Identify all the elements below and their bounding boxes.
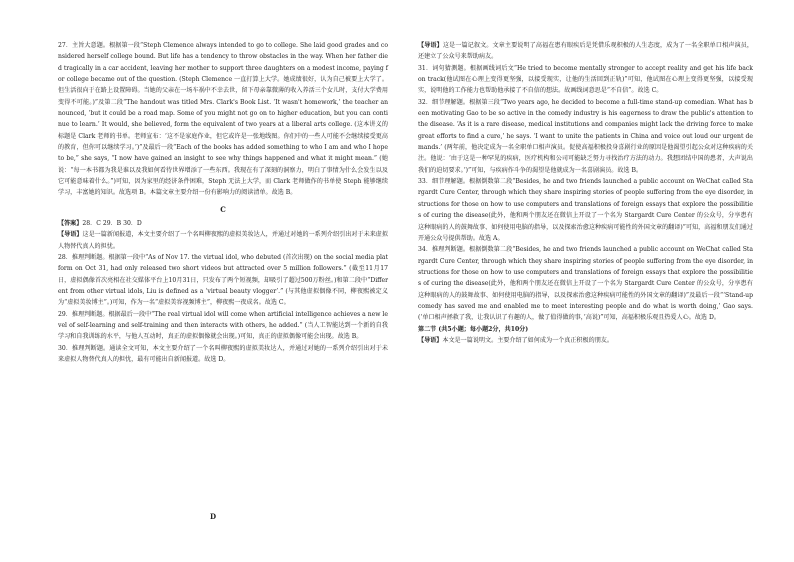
left-p30: 30．推理判断题。通读全文可知，本文主要介绍了一个名叫柳夜熙的虚拟美妆达人，并通过对她的一系列介绍引出对于未来虚拟人物替代真人的担忧，最有可能出自新闻报道。故选 D。 [58,344,388,363]
guide-label: 【导语】 [58,231,83,239]
guide-text: 这是一篇新闻报道，本文主要介绍了一个名叫柳夜熙的虚拟美妆达人，并通过对她的一系列介绍引出对于未来虚拟人物替代真人的担忧。 [58,231,389,250]
right-p33: 33．细节理解题。根据倒数第二段“Besides, he and two friends launched a public account on WeChat called Stargardt Cure Center, through which they share inspiring stories of people suffering from the eye disorder, instructions for those on how to use computers and translations of foreign essays that explore the possibilities of curing the disease(此外，他和两个朋友还在微信上开设了一个名为 Stargardt Cure Center 的公众号，分享患有这种眼病的人的鼓舞故事、如何使用电脑的指导，以及探索治愈这种疾病可能性的外国文章的翻译)”可知，高福和朋友们通过开通公众号提供帮助。故选 A。 [418,178,753,242]
left-p1: 27．主旨大意题。根据第一段“Steph Clemence always intended to go to college. She laid good grades and considered herself college bound. But life has a tendency to throw obstacles in the way. When her father died tragically in a car accident, leaving her mother to support three daughters on a modest income, paying for college became out of the question. (Steph Clemence 一直打算上大学。她成绩很好，认为自己被要上大学了。但生活很向于在路上设置障碍。当她的父亲在一场车祸中不幸去世，留下母亲靠微薄的收入养活三个女儿时，支付大学费用变得不可能。)”及第二段“The handout was titled Mrs. Clark's Book List. ‘It wasn't homework,’ the teacher announced, ‘but it could be a road map. Some of you might not go on to higher education, but you can continue to learn.’ It would, she believed, form the equivalent of two years at a liberal arts college. (这本讲义的标题是 Clark 老师的书单。老师宣布：‘这不是家庭作业，但它或许是一张地线图。你们中的一些人可能不会继续接受更高的教育，但你可以继续学习。’)”及最后一段“Each of the books has added something to who I am and who I hope to be,” she says, “I now have gained an insight to see why things happened and what it might mean.” (她说：“每一本书都为我是谁以及我如何看待世界增添了一些东西。我现在有了深刻的洞察力，明白了事情为什么会发生以及它可能意味着什么。”)可知，因为家里的经济条件困难，Steph 无法上大学，而 Clark 老师做作的书单使 Steph 能够继续学习，丰富她的知识。故选项 B。本篇文章主要介绍一份有影响力的阅读清单。故选 B。 [58,42,388,197]
right-p34: 34．推理判断题。根据倒数第二段“Besides, he and two friends launched a public account on WeChat called Stargardt Cure Center, through which they share inspiring stories of people suffering from the eye disorder, instructions for those on how to use computers and translations of foreign essays that explore the possibilities of curing the disease(此外，他和两个朋友还在微信上开设了一个名为 Stargardt Cure Center 的公众号，分享患有这种眼病的人的鼓舞故事、如何使用电脑的指导，以及探索治愈这种疾病可能性的外国文章的翻译)”及最后一段“‘Stand-up comedy has saved me and enabled me to meet interesting people and do what is worth doing,’ Gao says. (‘单口相声拯救了我，让我认识了有趣的人，做了值得做的事，’高说)”可知，高福积极乐观且热爱人心。故选 D。 [418,246,753,322]
answer-text: 28．C 29．B 30．D [82,219,142,227]
answer-label: 【答案】 [58,219,83,227]
section-letter-c: C [220,204,226,214]
right-column [418,40,753,346]
answer-line [58,218,388,229]
left-column [58,40,388,365]
right-p31: 31．词句猜测题。根据画线词后文“He tried to become mentally stronger to accept reality and get his life back on track(他试图在心理上变得更坚强，以接受现实，让他的生活回到正轨)”可知，他试图在心理上变得更坚强，以接受现实，说明他的工作能力也帮助他承接了不自信的想法。故画线词意思是“不自信”。故选 C。 [418,64,753,95]
right-guide-line [418,40,753,63]
left-p29: 29．推理判断题。根据最后一段中“The real virtual idol will come when artificial intelligence achieves a new level of self-learning and self-training and then interacts with others, he added.” (当人工智能达到一个新的自我学习和自我训练的水平，与他人互动时，真正的虚拟偶像就会出现。)可知，真正的虚拟偶像可能会出现。故选 B。 [58,310,388,341]
guide-line [58,229,388,252]
right-guide2-label: 【导语】 [418,336,443,344]
right-p32: 32．细节理解题。根据第三段“Two years ago, he decided to become a full-time stand-up comedian. What has been motivating Gao to be so active in the comedy industry is his eagerness to draw the public's attention to the disease. ‘As it is a rare disease, medical institutions and companies might lack the driving force to make great efforts to find a cure,’ he says. ‘I want to unite the patients in China and voice out loud our urgent demands.’ (两年前，他决定成为一名全职单口相声演员。促使高福积极投身喜剧行业的原因是他渴望引起公众对这种疾病的关注。他说：‘由于这是一种罕见的疾病，医疗机构和公司可能缺乏努力寻找治疗方法的动力。我想团结中国的患者，大声说出我们的迫切要求。’)”可知，与疾病作斗争的渴望是他就成为一名喜剧演员。故选 B。 [418,98,753,174]
right-guide2-text: 本文是一篇说明文。主要介绍了如何成为一个真正积极的朋友。 [442,336,613,344]
left-p28: 28．推理判断题。根据第一段中“As of Nov 17. the virtual idol, who debuted (首次出现) on the social media platform on Oct 31, had only released two short videos but attracted over 5 million followers.” (截至11月17日，虚拟偶像首次亮相在社交媒体平台上10月31日，只发布了两个短视频，却吸引了超过500万粉丝。)和第二段中“Different from other virtual idols, Liu is defined as a ‘virtual beauty vlogger’.” (与其他虚拟偶像不同，柳夜熙被定义为“虚拟美妆博主”。)可知，作为一名“虚拟美容视频博主”，柳夜熙一夜成名。故选 C。 [58,253,388,307]
right-guide-text: 这是一篇记叙文。文章主要说明了高福在患有眼疾后是凭借乐观积极的人生态度，成为了一名全职单口相声演员，还建立了公众号来帮助病友。 [418,42,754,61]
section-letter-d: D [210,512,217,521]
section-title: 第二节 (共5小题；每小题2分，共10分) [418,325,529,333]
right-guide-label: 【导语】 [418,42,443,49]
right-guide2-line [418,335,753,346]
